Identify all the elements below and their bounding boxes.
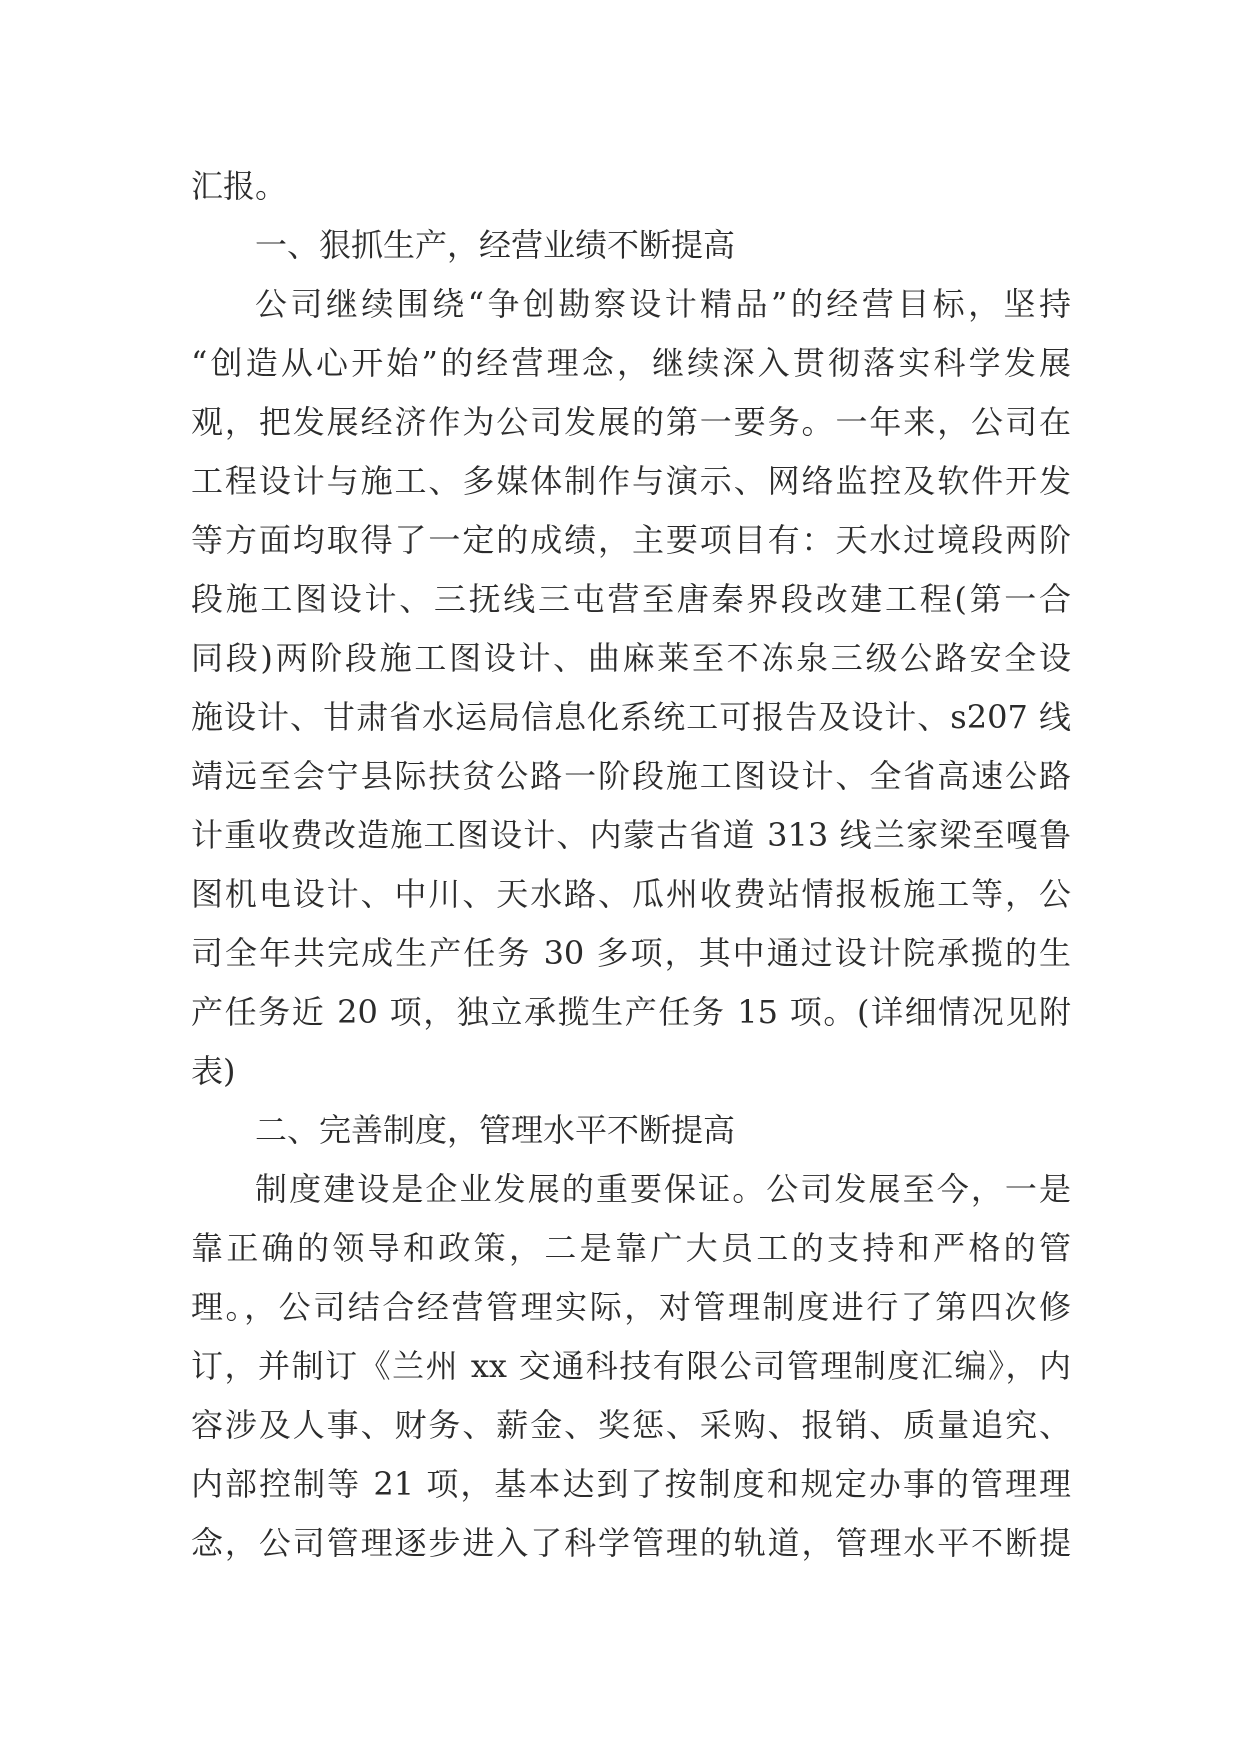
- text-line: 念，公司管理逐步进入了科学管理的轨道，管理水平不断提: [191, 1524, 1071, 1562]
- document-body: [191, 157, 1071, 1573]
- text-line: 订，并制订《兰州 xx 交通科技有限公司管理制度汇编》，内: [191, 1347, 1071, 1385]
- text-line: 图机电设计、中川、天水路、瓜州收费站情报板施工等，公: [191, 875, 1071, 913]
- text-line: 理。，公司结合经营管理实际，对管理制度进行了第四次修: [191, 1288, 1071, 1326]
- text-line: 公司继续围绕“争创勘察设计精品”的经营目标，坚持: [255, 285, 1071, 323]
- text-line: “创造从心开始”的经营理念，继续深入贯彻落实科学发展: [191, 344, 1071, 382]
- text-line: 汇报。: [191, 167, 288, 205]
- text-line: 司全年共完成生产任务 30 多项，其中通过设计院承揽的生: [191, 934, 1071, 972]
- text-line: 观，把发展经济作为公司发展的第一要务。一年来，公司在: [191, 403, 1071, 441]
- text-line: 同段)两阶段施工图设计、曲麻莱至不冻泉三级公路安全设: [191, 639, 1071, 677]
- text-line: 等方面均取得了一定的成绩，主要项目有：天水过境段两阶: [191, 521, 1071, 559]
- text-line: 产任务近 20 项，独立承揽生产任务 15 项。(详细情况见附: [191, 993, 1071, 1031]
- text-line: 施设计、甘肃省水运局信息化系统工可报告及设计、s207 线: [191, 698, 1071, 736]
- text-line: 制度建设是企业发展的重要保证。公司发展至今，一是: [255, 1170, 1071, 1208]
- text-line: 一、狠抓生产，经营业绩不断提高: [255, 226, 736, 264]
- text-line: 容涉及人事、财务、薪金、奖惩、采购、报销、质量追究、: [191, 1406, 1071, 1444]
- text-line: 计重收费改造施工图设计、内蒙古省道 313 线兰家梁至嘎鲁: [191, 816, 1071, 854]
- text-line: 靖远至会宁县际扶贫公路一阶段施工图设计、全省高速公路: [191, 757, 1071, 795]
- text-line: 二、完善制度，管理水平不断提高: [255, 1111, 736, 1149]
- text-line: 段施工图设计、三抚线三屯营至唐秦界段改建工程(第一合: [191, 580, 1071, 618]
- text-line: 内部控制等 21 项，基本达到了按制度和规定办事的管理理: [191, 1465, 1071, 1503]
- text-line: 靠正确的领导和政策，二是靠广大员工的支持和严格的管: [191, 1229, 1071, 1267]
- text-line: 工程设计与施工、多媒体制作与演示、网络监控及软件开发: [191, 462, 1071, 500]
- text-line: 表): [191, 1052, 236, 1090]
